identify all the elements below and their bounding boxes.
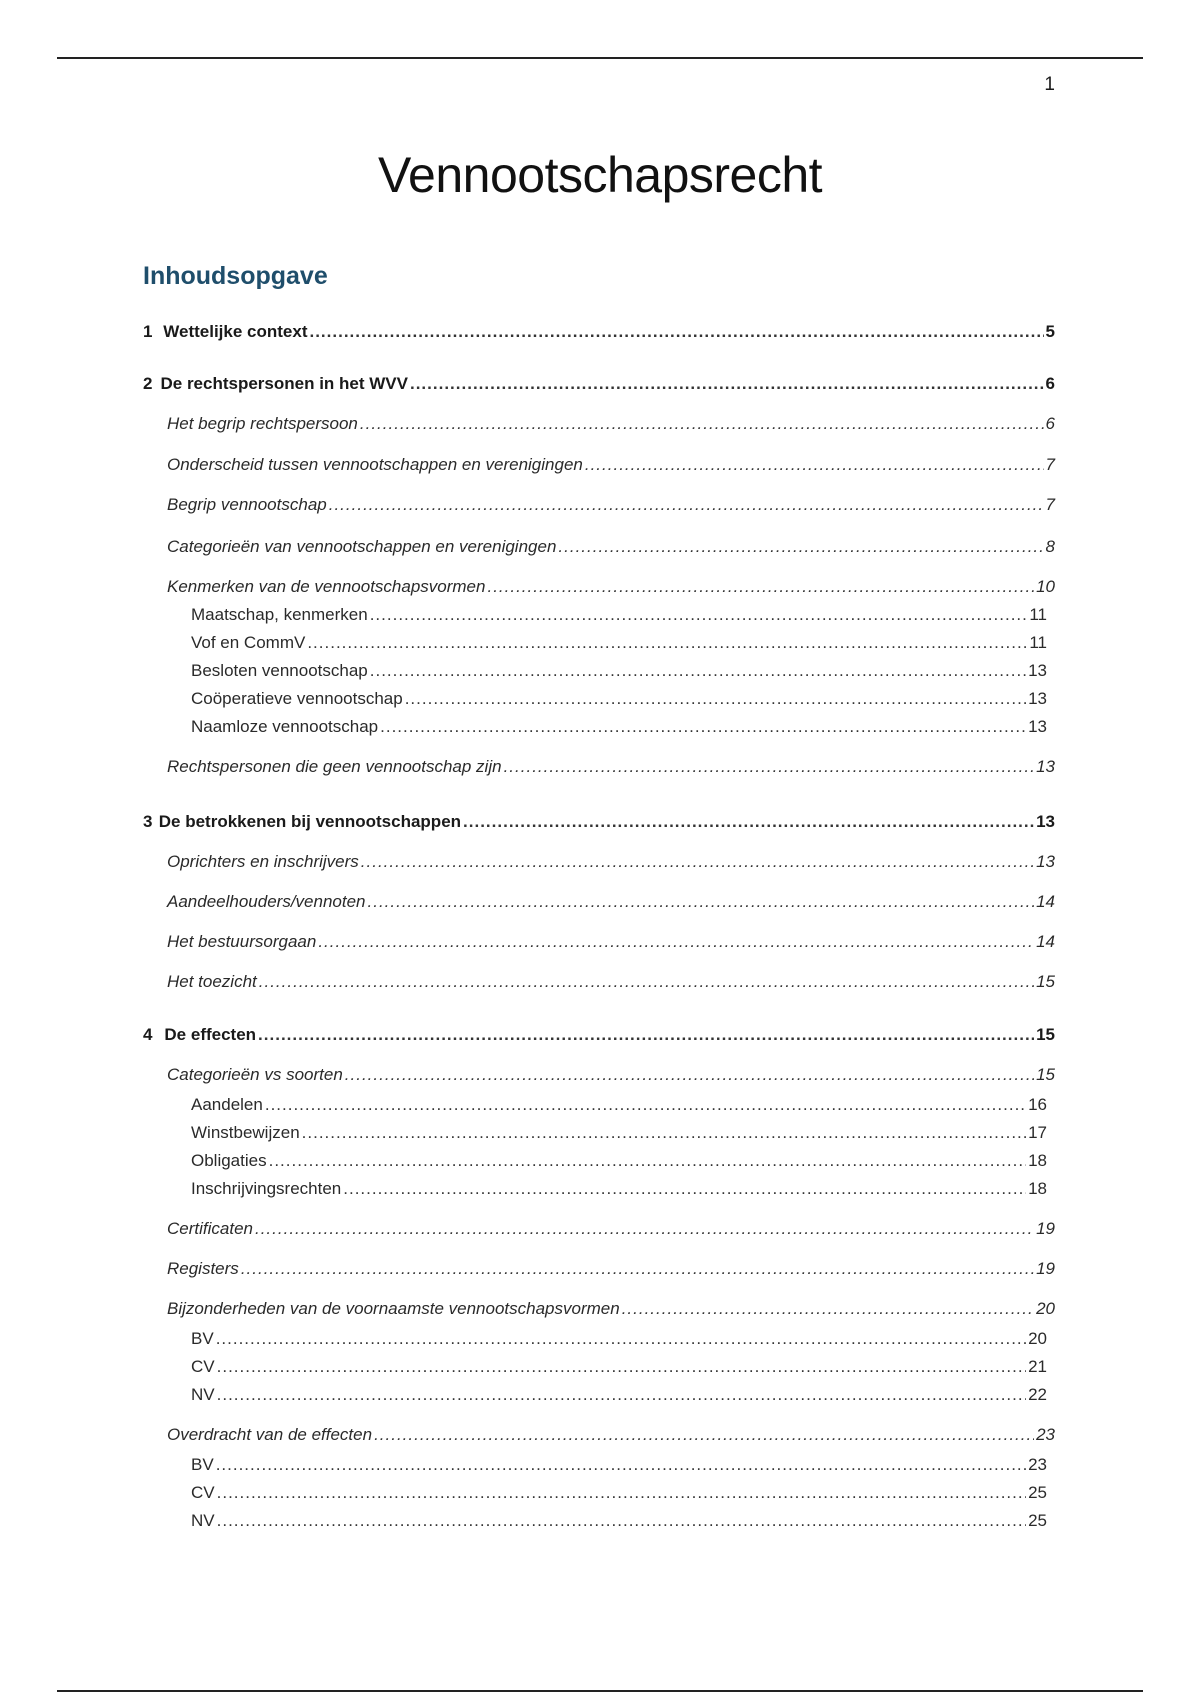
toc-dot-leader (374, 1423, 1034, 1447)
toc-entry[interactable] (167, 535, 1055, 559)
toc-entry-title: Certificaten (167, 1219, 253, 1238)
toc-dot-leader (368, 890, 1035, 914)
toc-dot-leader (309, 320, 1043, 344)
toc-entry-page: 23 (1028, 1455, 1047, 1474)
toc-entry[interactable] (167, 930, 1055, 954)
toc-entry-title: Bijzonderheden van de voornaamste vennootschapsvormen (167, 1299, 620, 1318)
toc-entry-page: 13 (1036, 812, 1055, 831)
toc-entry-title: Inschrijvingsrechten (191, 1179, 342, 1198)
toc-dot-leader (216, 1327, 1026, 1351)
toc-entry-page: 13 (1028, 689, 1047, 708)
toc-dot-leader (307, 631, 1027, 655)
toc-entry-page: 13 (1036, 852, 1055, 871)
toc-entry[interactable] (167, 850, 1055, 874)
toc-entry-title: Naamloze vennootschap (191, 717, 379, 736)
toc-entry[interactable] (167, 575, 1055, 599)
toc-dot-leader (410, 372, 1044, 396)
toc-entry[interactable] (167, 890, 1055, 914)
toc-entry[interactable] (191, 631, 1047, 655)
toc-entry[interactable] (191, 1453, 1047, 1477)
toc-entry-title: Categorieën van vennootschappen en verenigingen (167, 537, 557, 556)
toc-entry-page: 13 (1028, 717, 1047, 736)
toc-entry-number: 4 (143, 1025, 153, 1044)
toc-entry-page: 14 (1036, 932, 1055, 951)
toc-entry[interactable] (191, 659, 1047, 683)
toc-dot-leader (380, 715, 1026, 739)
toc-entry-title: De rechtspersonen in het WVV (160, 374, 408, 393)
toc-dot-leader (345, 1063, 1034, 1087)
toc-entry-page: 18 (1028, 1151, 1047, 1170)
toc-entry-page: 25 (1028, 1511, 1047, 1530)
toc-entry-title: Rechtspersonen die geen vennootschap zijn (167, 757, 502, 776)
document-title: Vennootschapsrecht (377, 147, 823, 203)
toc-entry-number: 1 (143, 322, 153, 341)
toc-entry-page: 25 (1028, 1483, 1047, 1502)
toc-entry-page: 15 (1036, 1065, 1055, 1084)
toc-entry[interactable] (191, 1383, 1047, 1407)
toc-entry[interactable] (167, 453, 1055, 477)
toc-entry-title: Categorieën vs soorten (167, 1065, 343, 1084)
toc-entry-page: 6 (1045, 374, 1055, 393)
toc-entry-page: 5 (1045, 322, 1055, 341)
toc-dot-leader (259, 970, 1034, 994)
toc-entry[interactable] (167, 493, 1055, 517)
toc-entry[interactable] (143, 810, 1055, 834)
toc-dot-leader (269, 1149, 1026, 1173)
toc-entry-page: 10 (1036, 577, 1055, 596)
toc-entry-page: 8 (1045, 537, 1055, 556)
toc-entry[interactable] (191, 603, 1047, 627)
toc-entry-page: 19 (1036, 1259, 1055, 1278)
toc-entry[interactable] (191, 1177, 1047, 1201)
toc-entry-title: Winstbewijzen (191, 1123, 300, 1142)
toc-entry-page: 15 (1036, 1025, 1055, 1044)
toc-dot-leader (360, 412, 1044, 436)
toc-entry-title: Onderscheid tussen vennootschappen en verenigingen (167, 455, 583, 474)
toc-entry-page: 17 (1028, 1123, 1047, 1142)
toc-entry[interactable] (143, 372, 1055, 396)
toc-entry[interactable] (167, 1423, 1055, 1447)
toc-entry[interactable] (191, 715, 1047, 739)
toc-dot-leader (370, 659, 1026, 683)
toc-entry-page: 21 (1028, 1357, 1047, 1376)
toc-entry-title: Wettelijke context (163, 322, 308, 341)
toc-entry-number: 2 (143, 374, 153, 393)
toc-entry[interactable] (167, 1297, 1055, 1321)
toc-entry-page: 7 (1045, 495, 1055, 514)
toc-entry[interactable] (143, 320, 1055, 344)
toc-dot-leader (487, 575, 1034, 599)
toc-dot-leader (217, 1509, 1026, 1533)
toc-dot-leader (216, 1453, 1026, 1477)
toc-dot-leader (255, 1217, 1034, 1241)
toc-entry[interactable] (167, 1063, 1055, 1087)
toc-entry[interactable] (191, 1149, 1047, 1173)
toc-entry-page: 13 (1036, 757, 1055, 776)
toc-entry-page: 18 (1028, 1179, 1047, 1198)
toc-entry[interactable] (167, 970, 1055, 994)
toc-entry-title: NV (191, 1511, 215, 1530)
toc-dot-leader (265, 1093, 1026, 1117)
toc-entry-title: BV (191, 1455, 214, 1474)
toc-entry-title: CV (191, 1483, 215, 1502)
toc-entry-page: 14 (1036, 892, 1055, 911)
toc-entry[interactable] (191, 1121, 1047, 1145)
toc-entry-title: Oprichters en inschrijvers (167, 852, 359, 871)
toc-dot-leader (343, 1177, 1026, 1201)
toc-dot-leader (585, 453, 1044, 477)
toc-entry-page: 7 (1045, 455, 1055, 474)
toc-entry-page: 16 (1028, 1095, 1047, 1114)
toc-entry-page: 11 (1029, 633, 1047, 652)
toc-dot-leader (217, 1481, 1026, 1505)
toc-dot-leader (558, 535, 1043, 559)
toc-dot-leader (329, 493, 1044, 517)
toc-entry-number: 3 (143, 812, 153, 831)
toc-entry-title: Aandelen (191, 1095, 263, 1114)
toc-entry-title: De betrokkenen bij vennootschappen (158, 812, 462, 831)
toc-entry[interactable] (167, 755, 1055, 779)
header-rule (57, 57, 1143, 59)
toc-dot-leader (258, 1023, 1034, 1047)
toc-dot-leader (217, 1355, 1026, 1379)
toc-entry[interactable] (167, 412, 1055, 436)
toc-heading: Inhoudsopgave (143, 262, 328, 290)
toc-entry-title: Besloten vennootschap (191, 661, 368, 680)
toc-entry-page: 22 (1028, 1385, 1047, 1404)
toc-entry[interactable] (191, 1509, 1047, 1533)
toc-entry-title: Vof en CommV (191, 633, 306, 652)
toc-dot-leader (241, 1257, 1034, 1281)
toc-entry-title: BV (191, 1329, 214, 1348)
toc-dot-leader (318, 930, 1034, 954)
toc-entry[interactable] (143, 1023, 1055, 1047)
toc-entry-title: Het begrip rechtspersoon (167, 414, 358, 433)
toc-entry-title: Begrip vennootschap (167, 495, 327, 514)
toc-entry-title: Aandeelhouders/vennoten (167, 892, 366, 911)
toc-entry-page: 15 (1036, 972, 1055, 991)
toc-entry[interactable] (191, 1327, 1047, 1351)
toc-entry[interactable] (191, 687, 1047, 711)
toc-entry[interactable] (191, 1481, 1047, 1505)
toc-entry-page: 20 (1036, 1299, 1055, 1318)
toc-entry-page: 23 (1036, 1425, 1055, 1444)
toc-entry-title: Coöperatieve vennootschap (191, 689, 403, 708)
toc-dot-leader (361, 850, 1034, 874)
toc-entry-title: NV (191, 1385, 215, 1404)
toc-entry-title: Het toezicht (167, 972, 257, 991)
toc-entry-page: 20 (1028, 1329, 1047, 1348)
toc-dot-leader (370, 603, 1028, 627)
toc-entry-title: Maatschap, kenmerken (191, 605, 368, 624)
toc-entry-title: Overdracht van de effecten (167, 1425, 373, 1444)
toc-entry-page: 6 (1045, 414, 1055, 433)
toc-entry-title: De effecten (164, 1025, 257, 1044)
toc-entry-title: Het bestuursorgaan (167, 932, 317, 951)
toc-entry-page: 13 (1028, 661, 1047, 680)
toc-entry-title: Kenmerken van de vennootschapsvormen (167, 577, 486, 596)
toc-entry-page: 11 (1029, 605, 1047, 624)
toc-dot-leader (504, 755, 1035, 779)
toc-entry-title: CV (191, 1357, 215, 1376)
toc-dot-leader (405, 687, 1026, 711)
footer-rule (57, 1690, 1143, 1692)
toc-entry[interactable] (191, 1355, 1047, 1379)
toc-entry-title: Obligaties (191, 1151, 267, 1170)
toc-entry[interactable] (191, 1093, 1047, 1117)
toc-entry[interactable] (167, 1257, 1055, 1281)
toc-entry-page: 19 (1036, 1219, 1055, 1238)
toc-dot-leader (217, 1383, 1026, 1407)
toc-dot-leader (463, 810, 1034, 834)
toc-entry-title: Registers (167, 1259, 239, 1278)
toc-dot-leader (622, 1297, 1034, 1321)
page-number: 1 (1044, 74, 1055, 95)
toc-entry[interactable] (167, 1217, 1055, 1241)
toc-dot-leader (302, 1121, 1026, 1145)
